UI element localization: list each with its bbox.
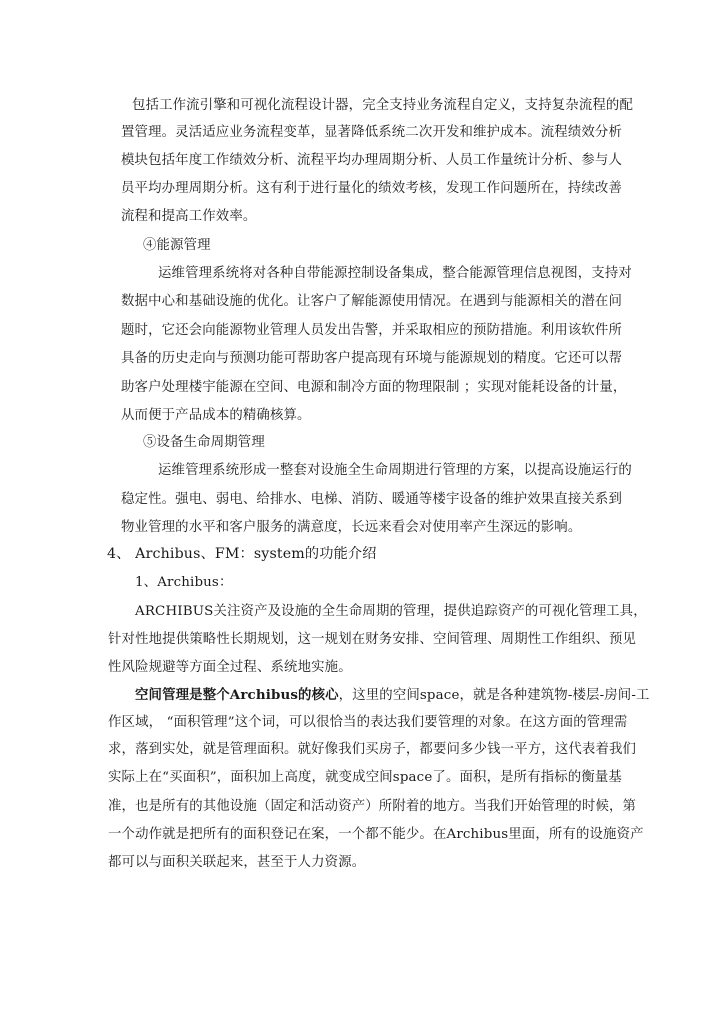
text-line: 具备的历史走向与预测功能可帮助客户提高现有环境与能源规划的精度。它还可以帮 xyxy=(121,351,623,366)
text-line: 运维管理系统将对各种自带能源控制设备集成，整合能源管理信息视图，支持对 xyxy=(158,266,632,281)
text-line: 置管理。灵活适应业务流程变革，显著降低系统二次开发和维护成本。流程绩效分析 xyxy=(121,125,623,140)
text-line: 数据中心和基础设施的优化。让客户了解能源使用情况。在遇到与能源相关的潜在问 xyxy=(121,294,623,309)
text-line: 流程和提高工作效率。 xyxy=(121,209,257,224)
section-heading: ④能源管理 xyxy=(143,238,211,253)
text-line: 稳定性。强电、弱电、给排水、电梯、消防、暖通等楼宇设备的维护效果直接关系到 xyxy=(121,492,623,507)
text-line: 题时，它还会向能源物业管理人员发出告警，并采取相应的预防措施。利用该软件所 xyxy=(121,323,623,338)
text-line: 物业管理的水平和客户服务的满意度，长远来看会对使用率产生深远的影响。 xyxy=(121,520,582,535)
section-heading: ⑤设备生命周期管理 xyxy=(143,435,265,450)
text-line: 准，也是所有的其他设施（固定和活动资产）所附着的地方。当我们开始管理的时候，第 xyxy=(108,799,637,814)
text-line: 从而便于产品成本的精确核算。 xyxy=(121,408,311,423)
sub-heading: 1、Archibus： xyxy=(135,575,233,590)
text-line: 求，落到实处，就是管理面积。就好像我们买房子，都要问多少钱一平方，这代表着我们 xyxy=(108,742,637,757)
text-line: 实际上在“买面积”，面积加上高度，就变成空间space了。面积，是所有指标的衡量基 xyxy=(108,770,622,785)
text-line: 员平均办理周期分析。这有利于进行量化的绩效考核，发现工作问题所在，持续改善 xyxy=(121,181,623,196)
section-heading: 4、 Archibus、FM：system的功能介绍 xyxy=(107,546,377,562)
text-line: 作区域， “面积管理”这个词，可以很恰当的表达我们要管理的对象。在这方面的管理需 xyxy=(108,715,628,730)
text-line: 助客户处理楼宇能源在空间、电源和制冷方面的物理限制 ；实现对能耗设备的计量， xyxy=(121,380,627,395)
bold-emphasis: 空间管理是整个Archibus的核心 xyxy=(135,687,339,703)
text-line: 运维管理系统形成一整套对设施全生命周期进行管理的方案，以提高设施运行的 xyxy=(158,463,632,478)
text-line: 针对性地提供策略性长期规划，这一规划在财务安排、空间管理、周期性工作组织、预见 xyxy=(108,632,637,647)
text-span: ，这里的空间space，就是各种建筑物-楼层-房间-工 xyxy=(338,688,650,703)
text-line xyxy=(135,687,650,704)
text-line: ARCHIBUS关注资产及设施的全生命周期的管理，提供追踪资产的可视化管理工具， xyxy=(135,604,647,619)
text-line: 包括工作流引擎和可视化流程设计器，完全支持业务流程自定义，支持复杂流程的配 xyxy=(132,98,634,113)
text-line: 模块包括年度工作绩效分析、流程平均办理周期分析、人员工作量统计分析、参与人 xyxy=(121,153,623,168)
text-line: 性风险规避等方面全过程、系统地实施。 xyxy=(108,660,352,675)
text-line: 一个动作就是把所有的面积登记在案，一个都不能少。在Archibus里面，所有的设施资产 xyxy=(108,827,644,842)
text-line: 都可以与面积关联起来，甚至于人力资源。 xyxy=(108,855,366,870)
